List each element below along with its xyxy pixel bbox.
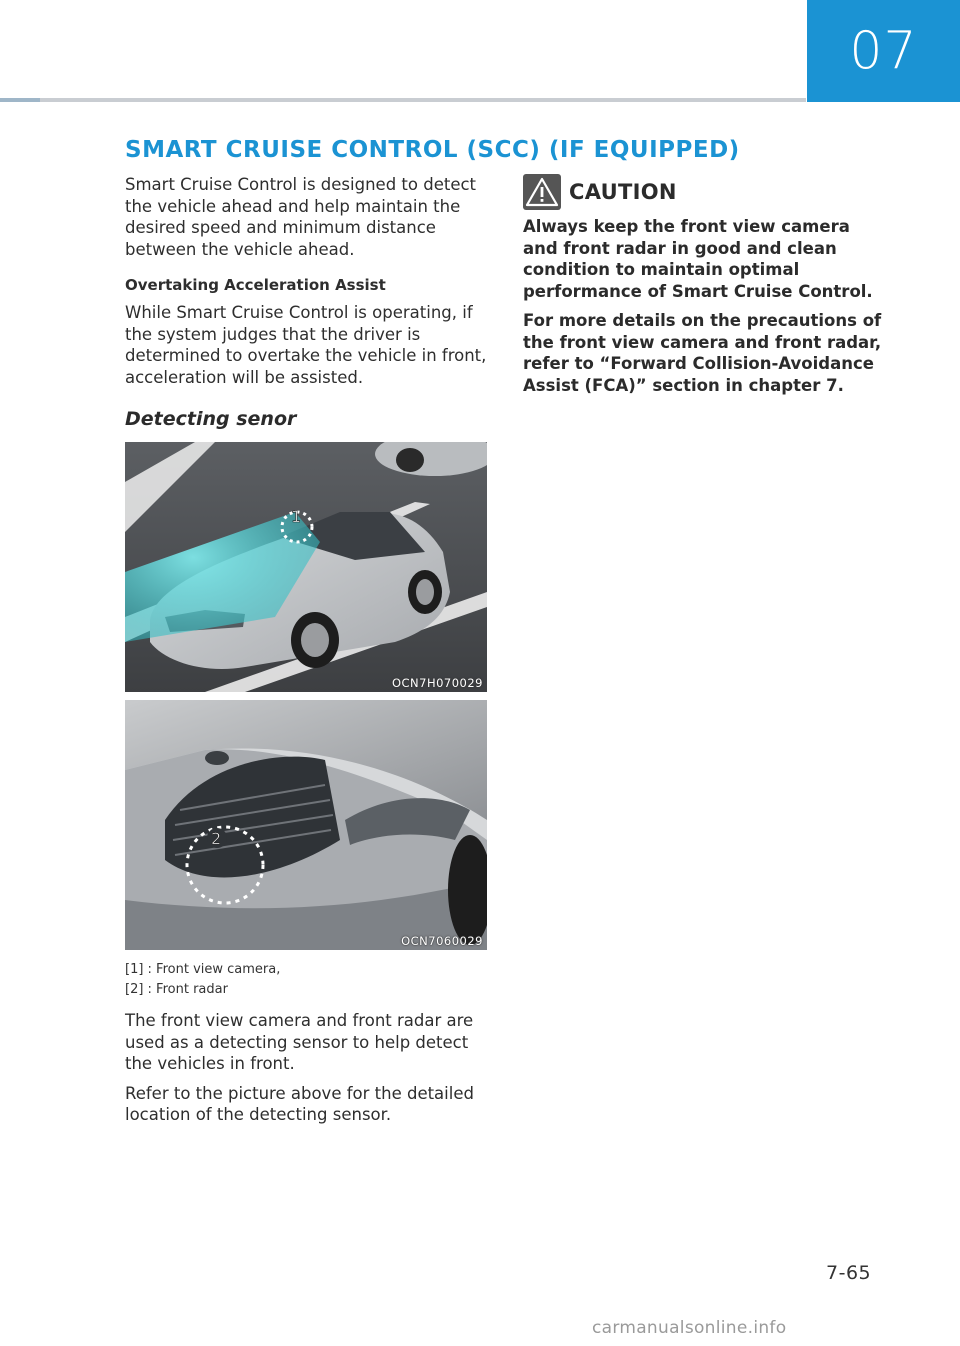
footer-watermark: carmanualsonline.info	[592, 1318, 787, 1338]
callout-2: 2	[211, 829, 222, 848]
chapter-tab	[807, 0, 960, 102]
overtaking-paragraph: While Smart Cruise Control is operating, if the system judges that the driver is determined to overtake the vehicle in front, acceleration will be assisted.	[125, 303, 487, 387]
caution-header	[523, 174, 883, 210]
caption-camera: [1] : Front view camera,	[125, 962, 281, 977]
figure-captions	[125, 960, 490, 1000]
chapter-number: 07	[849, 21, 918, 81]
left-column	[125, 174, 490, 1126]
section-title: SMART CRUISE CONTROL (SCC) (IF EQUIPPED)	[125, 137, 740, 163]
figure-front-radar	[125, 700, 487, 950]
caution-text-2: For more details on the precautions of the front view camera and front radar, refer to “Forward Collision-Avoidance Assist (FCA)” section in chapter 7.	[523, 311, 882, 395]
page-number: 7-65	[826, 1262, 872, 1284]
figure-code: OCN7060029	[401, 934, 483, 948]
caption-radar: [2] : Front radar	[125, 982, 228, 997]
intro-paragraph: Smart Cruise Control is designed to detect the vehicle ahead and help maintain the desired speed and minimum distance between the vehicle ahead.	[125, 175, 477, 259]
refer-paragraph: Refer to the picture above for the detailed location of the detecting sensor.	[125, 1083, 474, 1124]
detecting-sensor-heading: Detecting senor	[125, 408, 297, 430]
header-rule-accent	[0, 98, 40, 102]
car-front-illustration	[125, 700, 487, 950]
caution-label: CAUTION	[569, 180, 677, 204]
figure-front-camera	[125, 442, 487, 692]
caution-box	[523, 174, 883, 396]
caution-text-1: Always keep the front view camera and front radar in good and clean condition to maintain optimal performance of Smart Cruise Control.	[523, 217, 873, 301]
overtaking-subheading: Overtaking Acceleration Assist	[125, 276, 386, 294]
figure-code: OCN7H070029	[391, 676, 483, 690]
header-rule	[0, 98, 806, 102]
car-side-illustration	[125, 442, 487, 692]
warning-triangle-icon	[523, 174, 561, 210]
callout-1: 1	[291, 507, 302, 526]
sensor-paragraph: The front view camera and front radar are used as a detecting sensor to help detect the vehicles in front.	[125, 1011, 474, 1073]
